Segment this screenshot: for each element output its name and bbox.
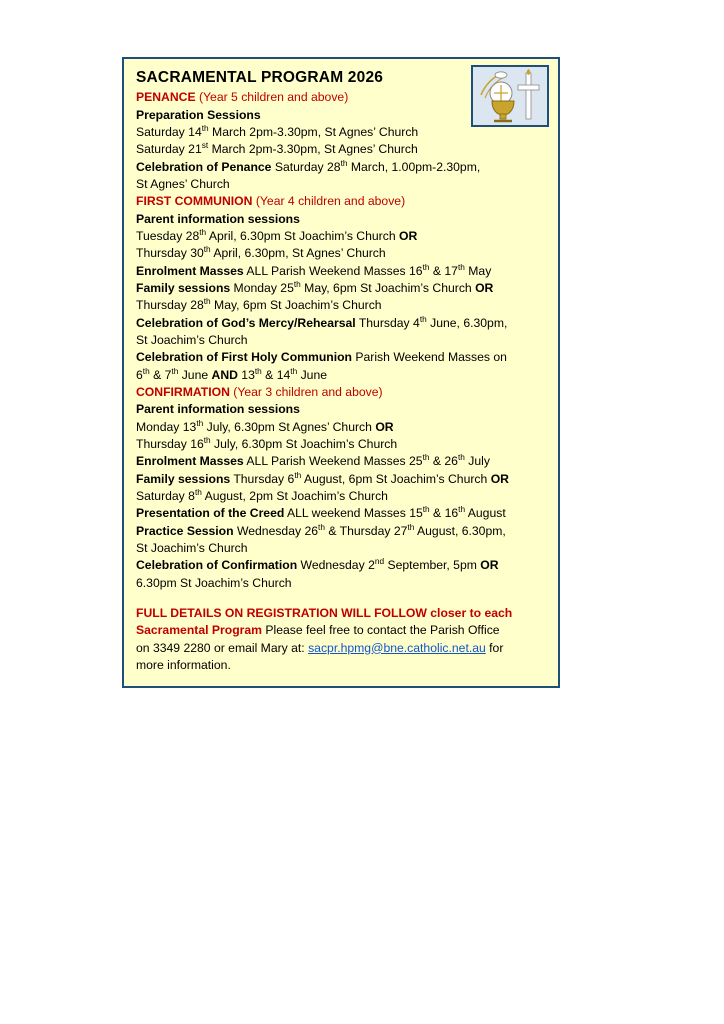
program-body <box>136 89 546 674</box>
list-item: Thursday 28th May, 6pm St Joachim’s Church <box>136 296 382 313</box>
footer-bold-text: Sacramental Program <box>136 623 262 638</box>
list-item: Family sessions Monday 25th May, 6pm St Joachim’s Church OR <box>136 278 494 295</box>
section-heading-first-communion <box>136 193 546 210</box>
footer-text: Please feel free to contact the Parish Office <box>262 623 500 638</box>
list-item: Enrolment Masses ALL Parish Weekend Masses 16th & 17th May <box>136 261 492 278</box>
list-item: Saturday 14th March 2pm-3.30pm, St Agnes’ Church <box>136 122 419 140</box>
list-item <box>136 107 546 124</box>
page-title: SACRAMENTAL PROGRAM 2026 <box>136 69 384 86</box>
section-heading-confirmation <box>136 384 546 401</box>
list-item: Family sessions Thursday 6th August, 6pm St Joachim’s Church OR <box>136 469 509 486</box>
list-item: Celebration of Penance Saturday 28th March, 1.00pm-2.30pm, <box>136 157 481 174</box>
footer-bold-text: FULL DETAILS ON REGISTRATION WILL FOLLOW closer to each <box>136 605 513 620</box>
list-item: St Joachim’s Church <box>136 332 248 347</box>
section-heading-note: (Year 5 children and above) <box>198 90 349 105</box>
list-item: Celebration of Confirmation Wednesday 2nd September, 5pm OR <box>136 556 499 573</box>
section-heading-note: (Year 3 children and above) <box>233 384 383 399</box>
footer-line-1 <box>136 605 546 622</box>
list-item: St Joachim’s Church <box>136 540 248 555</box>
list-item: 6th & 7th June AND 13th & 14th June <box>136 365 328 382</box>
list-item: Saturday 21st March 2pm-3.30pm, St Agnes’ Church <box>136 140 418 157</box>
line-bold: Preparation Sessions <box>136 107 261 122</box>
list-item: St Agnes’ Church <box>136 177 230 192</box>
list-item: Thursday 16th July, 6.30pm St Joachim’s Church <box>136 434 398 451</box>
footer-line-2 <box>136 622 546 639</box>
footer-line-3 <box>136 640 546 657</box>
section-heading-note: (Year 4 children and above) <box>255 194 406 209</box>
section-heading-text: CONFIRMATION <box>136 384 230 399</box>
spacer <box>136 592 546 605</box>
section-heading-text: FIRST COMMUNION <box>136 194 253 209</box>
list-item <box>136 401 546 418</box>
list-item: Presentation of the Creed ALL weekend Masses 15th & 16th August <box>136 504 506 521</box>
sacramental-program-notice <box>122 57 560 688</box>
list-item: Celebration of God’s Mercy/Rehearsal Thursday 4th June, 6.30pm, <box>136 313 508 330</box>
list-item: Monday 13th July, 6.30pm St Agnes’ Church OR <box>136 417 394 434</box>
section-heading-text: PENANCE <box>136 90 196 105</box>
list-item <box>136 211 546 228</box>
section-heading-penance <box>136 89 546 106</box>
footer-contact-text: on 3349 2280 or email Mary at: <box>136 640 309 655</box>
list-item: Thursday 30th April, 6.30pm, St Agnes’ Church <box>136 244 386 261</box>
list-item: Celebration of First Holy Communion Parish Weekend Masses on <box>136 350 507 365</box>
email-link[interactable]: sacpr.hpmg@bne.catholic.net.au <box>308 640 486 655</box>
footer-text: for <box>485 640 504 655</box>
line-bold: Parent information sessions <box>136 402 300 417</box>
list-item: Tuesday 28th April, 6.30pm St Joachim’s Church OR <box>136 226 418 243</box>
list-item: Enrolment Masses ALL Parish Weekend Masses 25th & 26th July <box>136 452 490 469</box>
list-item: 6.30pm St Joachim’s Church <box>136 575 292 590</box>
list-item: Practice Session Wednesday 26th & Thursday 27th August, 6.30pm, <box>136 521 506 538</box>
footer-line-4: more information. <box>136 657 231 672</box>
list-item: Saturday 8th August, 2pm St Joachim’s Church <box>136 486 388 503</box>
line-bold: Parent information sessions <box>136 211 300 226</box>
